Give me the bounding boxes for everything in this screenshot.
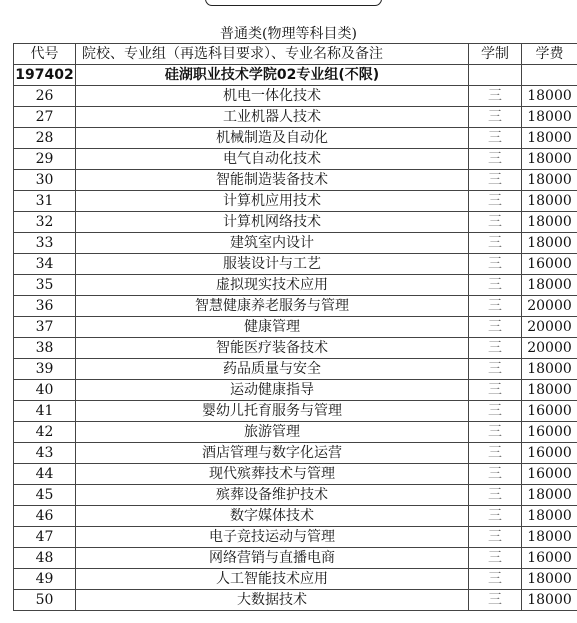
row-fee: 18000 (522, 485, 577, 506)
table-row (14, 296, 577, 317)
row-major-name: 大数据技术 (76, 590, 469, 611)
row-code: 39 (14, 359, 76, 380)
row-major-name: 服装设计与工艺 (76, 254, 469, 275)
row-fee: 18000 (522, 275, 577, 296)
row-fee: 20000 (522, 296, 577, 317)
row-fee: 16000 (522, 422, 577, 443)
row-duration: 三 (469, 443, 522, 464)
row-fee: 16000 (522, 548, 577, 569)
header-fee: 学费 (522, 44, 577, 65)
table-row (14, 275, 577, 296)
row-fee: 20000 (522, 338, 577, 359)
table-row (14, 380, 577, 401)
group-code: 197402 (14, 65, 76, 86)
group-fee (522, 65, 577, 86)
row-code: 37 (14, 317, 76, 338)
row-code: 32 (14, 212, 76, 233)
row-fee: 18000 (522, 506, 577, 527)
row-code: 50 (14, 590, 76, 611)
row-fee: 18000 (522, 380, 577, 401)
row-duration: 三 (469, 401, 522, 422)
row-duration: 三 (469, 128, 522, 149)
row-major-name: 建筑室内设计 (76, 233, 469, 254)
table-row (14, 149, 577, 170)
row-duration: 三 (469, 170, 522, 191)
row-major-name: 电气自动化技术 (76, 149, 469, 170)
row-major-name: 机械制造及自动化 (76, 128, 469, 149)
row-fee: 18000 (522, 527, 577, 548)
row-code: 34 (14, 254, 76, 275)
row-duration: 三 (469, 506, 522, 527)
row-major-name: 运动健康指导 (76, 380, 469, 401)
row-code: 42 (14, 422, 76, 443)
table-row (14, 527, 577, 548)
row-major-name: 数字媒体技术 (76, 506, 469, 527)
row-major-name: 殡葬设备维护技术 (76, 485, 469, 506)
row-code: 40 (14, 380, 76, 401)
row-duration: 三 (469, 527, 522, 548)
table-header-row (14, 44, 577, 65)
row-fee: 20000 (522, 317, 577, 338)
row-code: 48 (14, 548, 76, 569)
row-duration: 三 (469, 422, 522, 443)
table-row (14, 107, 577, 128)
table-row (14, 86, 577, 107)
row-code: 27 (14, 107, 76, 128)
table-row (14, 128, 577, 149)
row-code: 41 (14, 401, 76, 422)
row-fee: 18000 (522, 569, 577, 590)
row-fee: 18000 (522, 107, 577, 128)
row-major-name: 药品质量与安全 (76, 359, 469, 380)
row-major-name: 工业机器人技术 (76, 107, 469, 128)
row-major-name: 计算机应用技术 (76, 191, 469, 212)
row-major-name: 旅游管理 (76, 422, 469, 443)
row-code: 47 (14, 527, 76, 548)
row-code: 33 (14, 233, 76, 254)
table-row (14, 170, 577, 191)
table-row (14, 506, 577, 527)
header-code: 代号 (14, 44, 76, 65)
header-name: 院校、专业组（再选科目要求）、专业名称及备注 (76, 44, 469, 65)
row-duration: 三 (469, 464, 522, 485)
row-fee: 18000 (522, 590, 577, 611)
row-code: 30 (14, 170, 76, 191)
table-caption: 普通类(物理等科目类) (220, 26, 357, 42)
row-fee: 18000 (522, 149, 577, 170)
row-major-name: 酒店管理与数字化运营 (76, 443, 469, 464)
row-duration: 三 (469, 191, 522, 212)
row-fee: 18000 (522, 233, 577, 254)
table-row (14, 548, 577, 569)
table-row (14, 212, 577, 233)
row-major-name: 电子竞技运动与管理 (76, 527, 469, 548)
row-code: 29 (14, 149, 76, 170)
row-fee: 16000 (522, 254, 577, 275)
table-row (14, 191, 577, 212)
row-major-name: 现代殡葬技术与管理 (76, 464, 469, 485)
table-row (14, 338, 577, 359)
row-fee: 18000 (522, 128, 577, 149)
row-duration: 三 (469, 359, 522, 380)
table-row (14, 443, 577, 464)
table-row (14, 485, 577, 506)
group-duration (469, 65, 522, 86)
row-fee: 18000 (522, 359, 577, 380)
row-duration: 三 (469, 569, 522, 590)
row-major-name: 机电一体化技术 (76, 86, 469, 107)
group-name: 硅湖职业技术学院02专业组(不限) (76, 65, 469, 86)
table-row (14, 233, 577, 254)
row-code: 45 (14, 485, 76, 506)
row-duration: 三 (469, 149, 522, 170)
row-code: 43 (14, 443, 76, 464)
row-major-name: 虚拟现实技术应用 (76, 275, 469, 296)
row-major-name: 健康管理 (76, 317, 469, 338)
row-major-name: 智慧健康养老服务与管理 (76, 296, 469, 317)
group-row (14, 65, 577, 86)
row-fee: 16000 (522, 443, 577, 464)
row-duration: 三 (469, 338, 522, 359)
row-fee: 18000 (522, 170, 577, 191)
row-duration: 三 (469, 485, 522, 506)
row-code: 36 (14, 296, 76, 317)
row-code: 38 (14, 338, 76, 359)
row-duration: 三 (469, 548, 522, 569)
row-major-name: 人工智能技术应用 (76, 569, 469, 590)
table-row (14, 254, 577, 275)
row-major-name: 智能医疗装备技术 (76, 338, 469, 359)
row-fee: 16000 (522, 464, 577, 485)
row-code: 46 (14, 506, 76, 527)
row-duration: 三 (469, 107, 522, 128)
header-duration: 学制 (469, 44, 522, 65)
table-row (14, 359, 577, 380)
row-fee: 16000 (522, 401, 577, 422)
row-major-name: 婴幼儿托育服务与管理 (76, 401, 469, 422)
row-duration: 三 (469, 275, 522, 296)
row-code: 28 (14, 128, 76, 149)
table-row (14, 422, 577, 443)
row-duration: 三 (469, 317, 522, 338)
table-row (14, 464, 577, 485)
row-code: 26 (14, 86, 76, 107)
table-row (14, 317, 577, 338)
table-row (14, 590, 577, 611)
row-duration: 三 (469, 212, 522, 233)
row-code: 35 (14, 275, 76, 296)
row-fee: 18000 (522, 191, 577, 212)
row-fee: 18000 (522, 86, 577, 107)
row-major-name: 网络营销与直播电商 (76, 548, 469, 569)
row-major-name: 智能制造装备技术 (76, 170, 469, 191)
row-code: 49 (14, 569, 76, 590)
row-duration: 三 (469, 380, 522, 401)
row-duration: 三 (469, 86, 522, 107)
row-duration: 三 (469, 233, 522, 254)
row-duration: 三 (469, 296, 522, 317)
row-duration: 三 (469, 590, 522, 611)
row-major-name: 计算机网络技术 (76, 212, 469, 233)
row-fee: 18000 (522, 212, 577, 233)
row-code: 31 (14, 191, 76, 212)
row-code: 44 (14, 464, 76, 485)
table-row (14, 401, 577, 422)
cropped-top-banner (205, 0, 382, 6)
admissions-table (13, 43, 577, 611)
table-row (14, 569, 577, 590)
row-duration: 三 (469, 254, 522, 275)
